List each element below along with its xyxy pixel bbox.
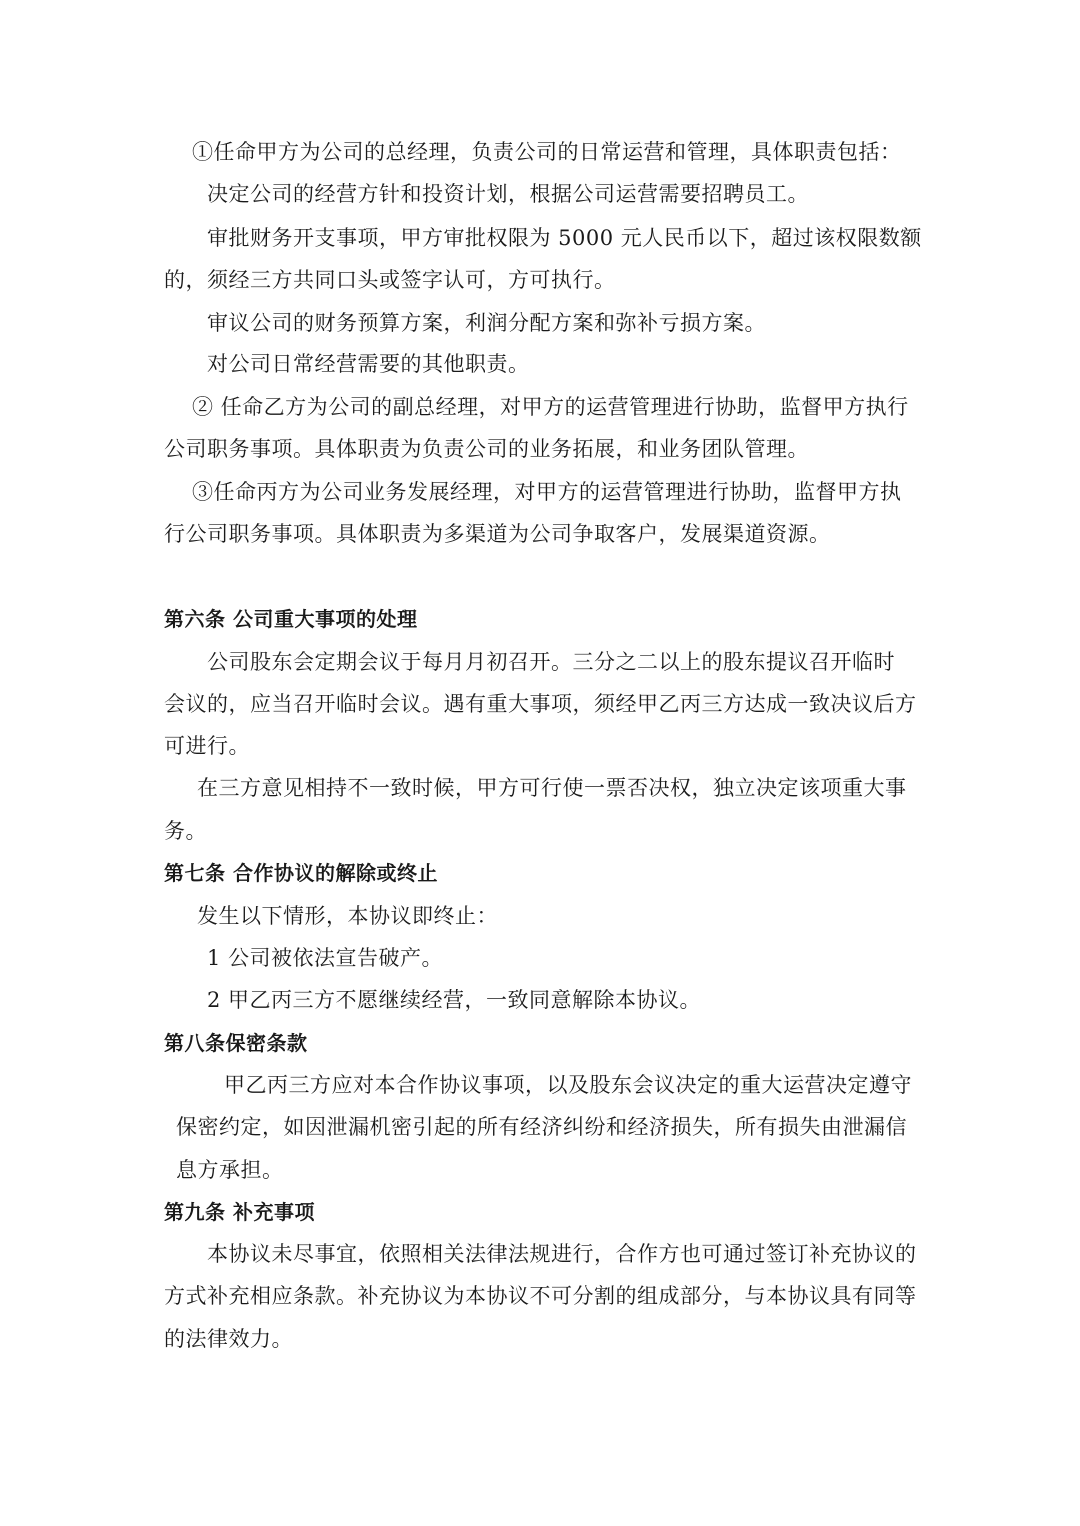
- text-line: ② 任命乙方为公司的副总经理，对甲方的运营管理进行协助，监督甲方执行: [192, 395, 909, 419]
- text-line: 公司职务事项。具体职责为负责公司的业务拓展，和业务团队管理。: [164, 437, 809, 461]
- text-line: 的法律效力。: [164, 1327, 293, 1351]
- text-line: 行公司职务事项。具体职责为多渠道为公司争取客户，发展渠道资源。: [164, 522, 831, 546]
- section-heading: 第六条 公司重大事项的处理: [164, 607, 418, 631]
- section-heading: 第七条 合作协议的解除或终止: [164, 861, 438, 885]
- text-line: 本协议未尽事宜，依照相关法律法规进行，合作方也可通过签订补充协议的: [207, 1242, 917, 1266]
- text-line: 2 甲乙丙三方不愿继续经营，一致同意解除本协议。: [207, 988, 702, 1012]
- text-line: ③任命丙方为公司业务发展经理，对甲方的运营管理进行协助，监督甲方执: [192, 480, 902, 504]
- text-line: 审议公司的财务预算方案，利润分配方案和弥补亏损方案。: [207, 311, 766, 335]
- section-heading: 第八条保密条款: [164, 1031, 308, 1055]
- text-line: 甲乙丙三方应对本合作协议事项，以及股东会议决定的重大运营决定遵守: [224, 1073, 912, 1097]
- text-line: 在三方意见相持不一致时候，甲方可行使一票否决权，独立决定该项重大事: [197, 776, 907, 800]
- text-line: 方式补充相应条款。补充协议为本协议不可分割的组成部分，与本协议具有同等: [164, 1284, 917, 1308]
- text-line: 息方承担。: [176, 1158, 284, 1182]
- text-line: 可进行。: [164, 734, 250, 758]
- text-line: 发生以下情形，本协议即终止：: [197, 904, 498, 928]
- text-line: 审批财务开支事项，甲方审批权限为 5000 元人民币以下，超过该权限数额: [207, 226, 922, 250]
- text-line: 决定公司的经营方针和投资计划，根据公司运营需要招聘员工。: [207, 182, 809, 206]
- text-line: 保密约定，如因泄漏机密引起的所有经济纠纷和经济损失，所有损失由泄漏信: [176, 1115, 907, 1139]
- text-line: ①任命甲方为公司的总经理，负责公司的日常运营和管理，具体职责包括：: [192, 140, 902, 164]
- text-line: 1 公司被依法宣告破产。: [207, 946, 444, 970]
- text-line: 对公司日常经营需要的其他职责。: [207, 352, 530, 376]
- text-line: 会议的，应当召开临时会议。遇有重大事项，须经甲乙丙三方达成一致决议后方: [164, 692, 917, 716]
- text-line: 的，须经三方共同口头或签字认可，方可执行。: [164, 268, 616, 292]
- section-heading: 第九条 补充事项: [164, 1200, 315, 1224]
- text-line: 公司股东会定期会议于每月月初召开。三分之二以上的股东提议召开临时: [207, 650, 895, 674]
- text-line: 务。: [164, 819, 207, 843]
